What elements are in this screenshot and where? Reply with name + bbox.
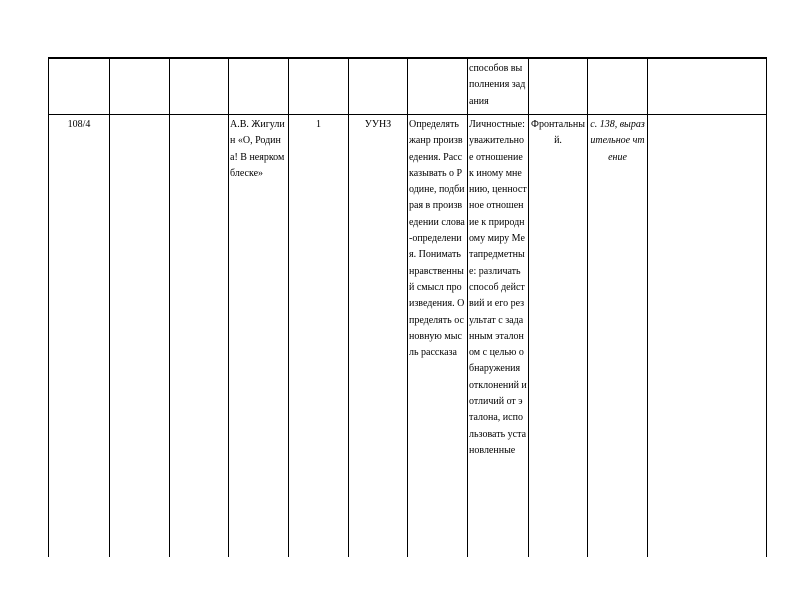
table-cell [648, 115, 767, 558]
table-row [49, 115, 767, 558]
table-cell [408, 58, 468, 115]
subject-results-cell: Определять жанр произведения. Рассказывать о Родине, подбирая в произведении слова-определения. Понимать нравственный смысл произведения. Определять основную мысль рассказа [408, 115, 468, 558]
table-cell [170, 115, 229, 558]
lesson-number-cell: 108/4 [49, 115, 110, 558]
table-cell [349, 58, 408, 115]
work-form-cell: Фронтальный. [529, 115, 588, 558]
table-cell [170, 58, 229, 115]
table-cell [110, 115, 170, 558]
table-cell [529, 58, 588, 115]
table-cell [49, 58, 110, 115]
table-cell-uud-continued: способов выполнения задания [468, 58, 529, 115]
hours-cell: 1 [289, 115, 349, 558]
table-cell [588, 58, 648, 115]
lesson-title-cell: А.В. Жигулин «О, Родина! В неярком блеске» [229, 115, 289, 558]
lesson-plan-table [48, 57, 767, 557]
table-cell [229, 58, 289, 115]
table-cell [648, 58, 767, 115]
table-cell [110, 58, 170, 115]
lesson-type-cell: УУНЗ [349, 115, 408, 558]
table-row [49, 58, 767, 115]
homework-cell: с. 138, выразительное чтение [588, 115, 648, 558]
uud-cell: Личностные: уважительное отношение к иному мнению, ценностное отношение к природному миру Метапредметные: различать способ действий и его результат с заданным эталоном с целью обнаружения отклонений и отличий от эталона, использовать установленные [468, 115, 529, 558]
table-cell [289, 58, 349, 115]
